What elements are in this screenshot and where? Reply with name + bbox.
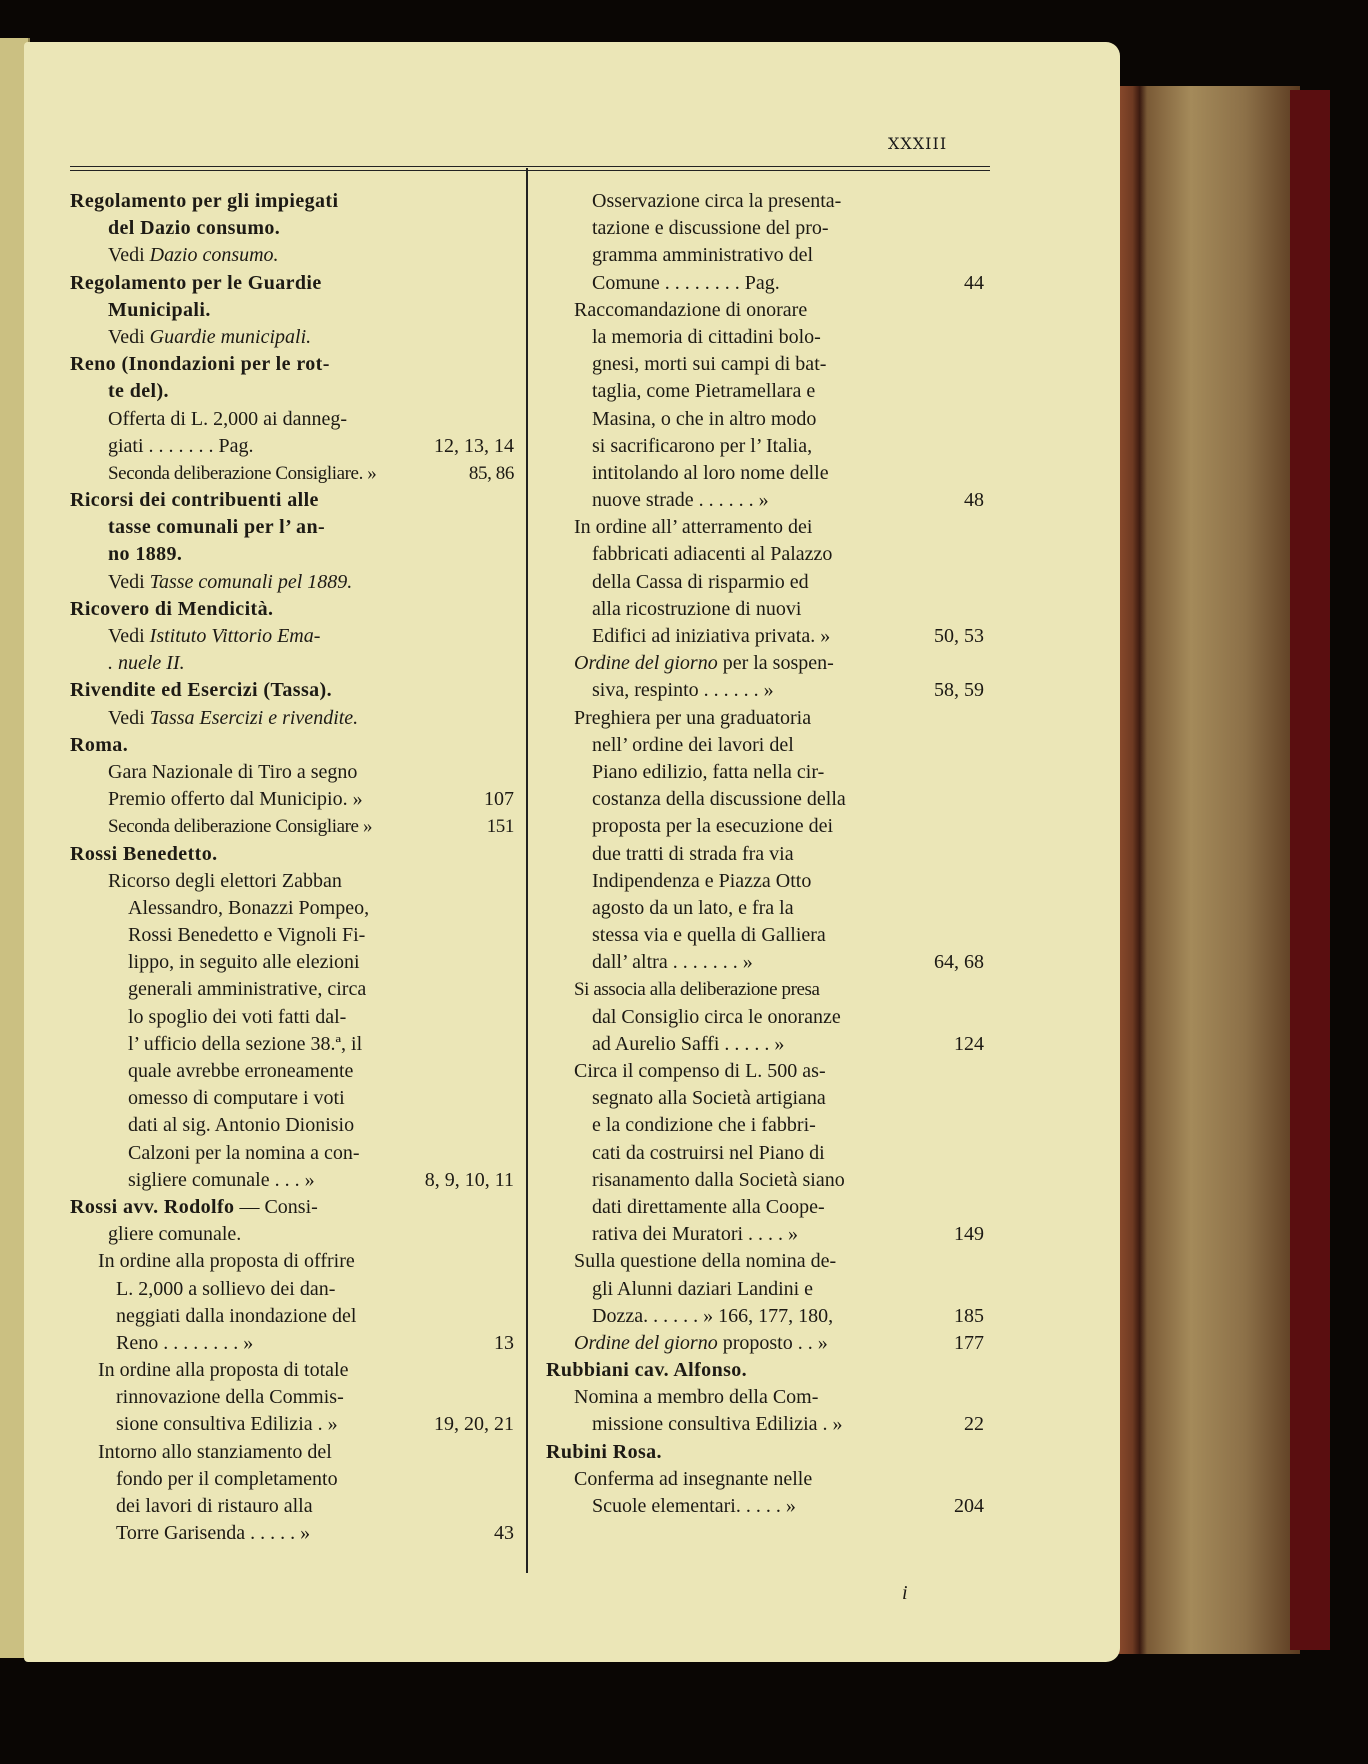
index-line: dal Consiglio circa le onoranze [592, 1005, 841, 1028]
index-line: Osservazione circa la presenta- [592, 190, 842, 212]
page-ref: 13 [494, 1331, 514, 1354]
index-line: Edifici ad iniziativa privata. » 50, 53 [546, 623, 986, 650]
entry-heading: te del). [108, 380, 169, 403]
index-line: Masina, o che in altro modo [592, 407, 817, 430]
page-ref: 50, 53 [934, 625, 984, 647]
page-ref: 48 [964, 489, 984, 512]
column-divider [526, 168, 528, 1573]
entry-heading: Municipali. [108, 298, 211, 321]
page-ref: 19, 20, 21 [434, 1413, 514, 1436]
index-line: Conferma ad insegnante nelle [574, 1467, 813, 1490]
index-line: rativa dei Muratori . . . . » 149 [546, 1221, 986, 1248]
index-line: dati al sig. Antonio Dionisio [128, 1114, 355, 1137]
index-line: della Cassa di risparmio ed [592, 570, 809, 593]
entry-heading: Rossi Benedetto. [70, 842, 218, 865]
index-line: fondo per il completamento [116, 1467, 338, 1490]
index-line: gliere comunale. [108, 1223, 242, 1246]
index-line: l’ ufficio della sezione 38.ª, il [128, 1032, 363, 1055]
header-rule-2 [70, 170, 990, 171]
index-line: Premio offerto dal Municipio. » 107 [70, 786, 516, 813]
index-line: Nomina a membro della Com- [574, 1386, 819, 1409]
entry-heading: Rossi avv. Rodolfo — Consi- [70, 1195, 318, 1218]
index-line: Circa il compenso di L. 500 as- [574, 1060, 826, 1082]
left-column [70, 188, 516, 1547]
index-line: Sulla questione della nomina de- [574, 1250, 837, 1273]
entry-heading: Regolamento per le Guardie [70, 271, 322, 294]
index-line: Preghiera per una graduatoria [574, 706, 812, 729]
index-line: Ordine del giorno proposto . . » 177 [546, 1330, 986, 1357]
index-line: giati . . . . . . . Pag. 12, 13, 14 [70, 433, 516, 460]
index-line: rinnovazione della Commis- [116, 1386, 344, 1409]
index-line: gli Alunni daziari Landini e [592, 1277, 814, 1300]
index-line: In ordine alla proposta di totale [98, 1359, 349, 1382]
index-line: Piano edilizio, fatta nella cir- [592, 760, 825, 783]
header-rule [70, 166, 990, 167]
book-cover-edge [1290, 90, 1330, 1650]
page-ref: 22 [964, 1413, 984, 1436]
index-line: taglia, come Pietramellara e [592, 380, 816, 403]
index-line: dei lavori di ristauro alla [116, 1495, 313, 1517]
index-line: Dozza. . . . . . » 166, 177, 180, 185 [546, 1303, 986, 1330]
page-ref: 43 [494, 1522, 514, 1545]
page-ref: 85, 86 [468, 462, 514, 484]
index-line: gramma amministrativo del [592, 244, 814, 267]
entry-heading: tasse comunali per l’ an- [108, 516, 326, 539]
see-also-cont: . nuele II. [108, 652, 185, 675]
page-ref: 185 [954, 1304, 984, 1327]
index-line: missione consultiva Edilizia . » 22 [546, 1411, 986, 1438]
index-line: agosto da un lato, e fra la [592, 896, 794, 919]
index-line: segnato alla Società artigiana [592, 1087, 826, 1110]
entry-heading: Rubbiani cav. Alfonso. [546, 1359, 748, 1382]
index-line: Ordine del giorno per la sospen- [574, 652, 834, 675]
index-line: fabbricati adiacenti al Palazzo [592, 543, 833, 566]
index-line: Gara Nazionale di Tiro a segno [108, 760, 358, 783]
signature-mark: i [902, 1582, 908, 1604]
index-line: ad Aurelio Saffi . . . . . » 124 [546, 1031, 986, 1058]
entry-heading: Regolamento per gli impiegati [70, 190, 339, 212]
see-also: Vedi Dazio consumo. [108, 244, 279, 267]
page-ref: 151 [486, 816, 514, 838]
index-line: In ordine alla proposta di offrire [98, 1250, 355, 1273]
entry-heading: Ricorsi dei contribuenti alle [70, 489, 319, 512]
index-line: In ordine all’ atterramento dei [574, 516, 813, 539]
index-line: costanza della discussione della [592, 788, 846, 811]
index-line: cati da costruirsi nel Piano di [592, 1141, 825, 1164]
index-line: Alessandro, Bonazzi Pompeo, [128, 896, 370, 919]
index-line: Raccomandazione di onorare [574, 298, 808, 321]
index-line: dall’ altra . . . . . . . » 64, 68 [546, 949, 986, 976]
index-line: Rossi Benedetto e Vignoli Fi- [128, 924, 366, 947]
page-ref: 58, 59 [934, 679, 984, 702]
index-line: nuove strade . . . . . . » 48 [546, 487, 986, 514]
index-line: siva, respinto . . . . . . » 58, 59 [546, 677, 986, 704]
index-line: neggiati dalla inondazione del [116, 1304, 357, 1327]
page-ref: 64, 68 [934, 951, 984, 974]
entry-heading: Ricovero di Mendicità. [70, 597, 274, 620]
entry-heading: del Dazio consumo. [108, 217, 281, 240]
index-line: L. 2,000 a sollievo dei dan- [116, 1277, 336, 1300]
index-line: quale avrebbe erroneamente [128, 1060, 354, 1082]
page-ref: 8, 9, 10, 11 [424, 1168, 514, 1191]
index-line: Ricorso degli elettori Zabban [108, 869, 342, 892]
entry-heading: Reno (Inondazioni per le rot- [70, 353, 330, 376]
index-line: sione consultiva Edilizia . » 19, 20, 21 [70, 1411, 516, 1438]
index-line: Calzoni per la nomina a con- [128, 1141, 360, 1164]
index-line: Indipendenza e Piazza Otto [592, 869, 812, 892]
page-ref: 177 [954, 1331, 984, 1354]
entry-heading: no 1889. [108, 543, 183, 566]
page-ref: 149 [954, 1223, 984, 1246]
index-line: e la condizione che i fabbri- [592, 1114, 816, 1137]
right-column [546, 188, 986, 1520]
index-line: la memoria di cittadini bolo- [592, 325, 821, 348]
see-also: Vedi Guardie municipali. [108, 325, 312, 348]
index-line: nell’ ordine dei lavori del [592, 733, 794, 756]
index-line: Torre Garisenda . . . . . » 43 [70, 1520, 516, 1547]
see-also: Vedi Istituto Vittorio Ema- [108, 625, 321, 647]
index-line: si sacrificarono per l’ Italia, [592, 434, 813, 457]
index-line: Seconda deliberazione Consigliare » 151 [70, 813, 516, 840]
see-also: Vedi Tasse comunali pel 1889. [108, 570, 353, 593]
index-line: generali amministrative, circa [128, 978, 367, 1001]
index-line: Intorno allo stanziamento del [98, 1440, 332, 1463]
index-line: Seconda deliberazione Consigliare. » 85, 86 [70, 460, 516, 487]
index-line: due tratti di strada fra via [592, 842, 794, 865]
index-line: Si associa alla deliberazione presa [574, 979, 820, 1001]
see-also: Vedi Tassa Esercizi e rivendite. [108, 706, 359, 729]
index-line: stessa via e quella di Galliera [592, 924, 826, 947]
index-line: Scuole elementari. . . . . » 204 [546, 1493, 986, 1520]
index-line: dati direttamente alla Coope- [592, 1195, 825, 1218]
index-line: tazione e discussione del pro- [592, 217, 829, 240]
entry-heading: Rubini Rosa. [546, 1440, 662, 1463]
index-line: lippo, in seguito alle elezioni [128, 951, 360, 974]
page-ref: 12, 13, 14 [434, 434, 514, 457]
index-line: proposta per la esecuzione dei [592, 815, 834, 838]
page-ref: 124 [954, 1032, 984, 1055]
index-line: omesso di computare i voti [128, 1087, 345, 1110]
page-ref: 107 [484, 788, 514, 811]
index-line: alla ricostruzione di nuovi [592, 597, 802, 620]
index-line: Reno . . . . . . . . » 13 [70, 1330, 516, 1357]
index-line: lo spoglio dei voti fatti dal- [128, 1005, 347, 1028]
index-line: sigliere comunale . . . » 8, 9, 10, 11 [70, 1167, 516, 1194]
page-ref: 44 [964, 271, 984, 294]
entry-heading: Rivendite ed Esercizi (Tassa). [70, 679, 332, 702]
page-ref: 204 [954, 1495, 984, 1517]
index-line: gnesi, morti sui campi di bat- [592, 353, 827, 376]
page-number: XXXIII [888, 134, 948, 153]
book-fore-edge [1118, 86, 1300, 1654]
entry-heading: Roma. [70, 733, 129, 756]
index-line: Offerta di L. 2,000 ai danneg- [108, 407, 347, 430]
index-line: risanamento dalla Società siano [592, 1168, 845, 1191]
index-line: Comune . . . . . . . . Pag. 44 [546, 270, 986, 297]
index-line: intitolando al loro nome delle [592, 461, 829, 484]
